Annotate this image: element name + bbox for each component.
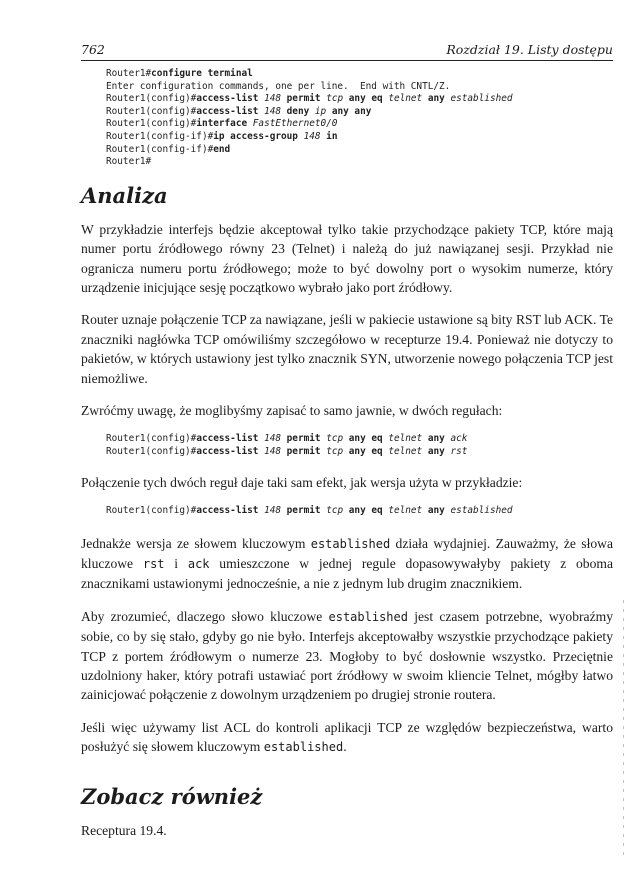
chapter-title: Rozdział 19. Listy dostępu xyxy=(446,42,613,57)
code-line: Router1(config)#access-list 148 deny ip any any xyxy=(106,105,372,117)
code-line: Enter configuration commands, one per line. End with CNTL/Z. xyxy=(106,80,451,92)
code-line: Router1(config)#access-list 148 permit tcp any eq telnet any established xyxy=(106,505,513,516)
code-line: Router1(config)#access-list 148 permit tcp any eq telnet any rst xyxy=(106,446,468,457)
paragraph: Jednakże wersja ze słowem kluczowym established działa wydajniej. Zauważmy, że słowa kluczowe rst i ack umieszczone w jednej regule dopasowywałyby pakiety z oboma znacznikami ustawionymi jednocześnie, a nie z jednym lub drugim znacznikiem. xyxy=(81,535,614,592)
code-block-established xyxy=(81,505,613,518)
section-heading-zobacz-rowniez: Zobacz również xyxy=(81,783,263,809)
keyword-established: established xyxy=(263,740,344,755)
code-block-two-rules xyxy=(81,433,613,458)
paragraph: Aby zrozumieć, dlaczego słowo kluczowe established jest czasem potrzebne, wyobraźmy sobie, co by się stało, gdyby go nie było. Interfejs akceptowałby wszystkie przychodzące pakiety TCP z portem źródłowym o numerze 23. Mogłoby to być dosłownie wszystko. Przeciętnie uzdolniony haker, który potrafi ustawiać port źródłowy w swoim kliencie Telnet, mógłby łatwo zainicjować połączenie z dowolnym urządzeniem po drugiej stronie routera. xyxy=(81,608,613,703)
code-line: Router1# xyxy=(106,156,152,168)
code-line: Router1#configure terminal xyxy=(106,68,253,79)
paragraph: Jeśli więc używamy list ACL do kontroli aplikacji TCP ze względów bezpieczeństwa, warto posłużyć się słowem kluczowym established. xyxy=(81,719,613,755)
page-number: 762 xyxy=(81,42,105,57)
code-line: Router1(config)#access-list 148 permit tcp any eq telnet any ack xyxy=(106,433,468,445)
keyword-established: established xyxy=(310,536,391,551)
running-header xyxy=(81,40,613,61)
paragraph: Zwróćmy uwagę, że moglibyśmy zapisać to samo jawnie, w dwóch regułach: xyxy=(81,403,503,418)
section-heading-analiza: Analiza xyxy=(81,182,168,208)
code-line: Router1(config)#access-list 148 permit tcp any eq telnet any established xyxy=(106,93,513,105)
scan-edge-mark xyxy=(623,600,624,860)
code-line: Router1(config-if)#ip access-group 148 in xyxy=(106,130,338,142)
code-line: Router1(config-if)#end xyxy=(106,143,231,155)
paragraph: Router uznaje połączenie TCP za nawiązane, jeśli w pakiecie ustawione są bity RST lub ACK. Te znaczniki nagłówka TCP omówiliśmy szczegółowo w recepturze 19.4. Ponieważ nie dotyczy to pakietów, w których ustawiony jest tylko znacznik SYN, utworzenie nowego połączenia TCP jest niemożliwe. xyxy=(81,312,613,386)
keyword-ack: ack xyxy=(187,557,210,571)
code-line: Router1(config)#interface FastEthernet0/0 xyxy=(106,118,338,130)
keyword-established: established xyxy=(328,609,408,624)
code-block-config xyxy=(81,68,613,169)
paragraph: Receptura 19.4. xyxy=(81,822,167,838)
paragraph: Połączenie tych dwóch reguł daje taki sam efekt, jak wersja użyta w przykładzie: xyxy=(81,474,523,490)
paragraph: W przykładzie interfejs będzie akceptował tylko takie przychodzące pakiety TCP, które mają numer portu źródłowego równy 23 (Telnet) i należą do już nawiązanej sesji. Przykład nie ogranicza numeru portu źródłowego; może to być dowolny port o wysokim numerze, który urządzenie inicjujące sesję początkowo wybrało jako port źródłowy. xyxy=(81,221,613,295)
keyword-rst: rst xyxy=(142,557,165,571)
page-body xyxy=(81,68,613,853)
